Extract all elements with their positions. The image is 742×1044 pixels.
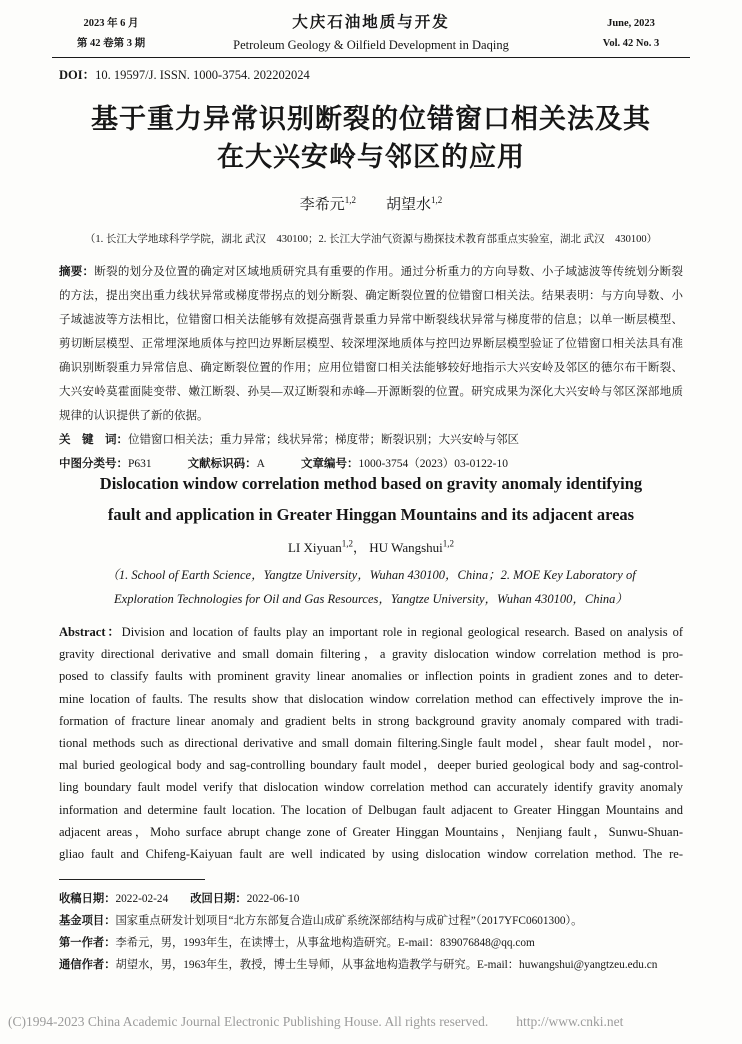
header-issue-info [52, 10, 170, 54]
abstract-cn-line: 确识别断裂重力异常信息、确定断裂位置的作用；应用位错窗口相关法能够较好地指示大兴安岭及邻区的德尔布干断裂、 [59, 362, 683, 374]
issue-date-en: June, 2023 [607, 18, 655, 29]
abstract-en-label: Abstract： [59, 625, 122, 639]
abstract-en-line: mal buried geological body and sag-controlling boundary fault model，deeper buried geological body and sag-control- [59, 758, 683, 773]
author-en-2: HU Wangshui$^{1,2}$ [369, 538, 455, 555]
abstract-en-line: adjacent areas，Moho surface abrupt change zone of Greater Hinggan Mountains，Nenjiang fault，Sunwu-Shuan- [59, 824, 683, 839]
journal-title-cn: 大庆石油地质与开发 [292, 14, 450, 31]
abstract-en-first-line: Abstract：Division and location of faults play an important role in regional geological research. Based on analysis of [59, 625, 683, 639]
abstract-cn-line: 规律的认识提供了新的依据。 [59, 410, 209, 422]
footnote-dates [59, 888, 683, 910]
paper-title-cn-line2: 在大兴安岭与邻区的应用 [217, 142, 525, 172]
abstract-en-lines [59, 643, 683, 865]
first-author-value: 李希元，男，1993年生，在读博士，从事盆地构造研究。E-mail：839076848@qq.com [115, 937, 535, 949]
author-cn-1: 李希元$^{1,2}$ [299, 195, 356, 213]
doi-line [59, 65, 310, 83]
revised-date-label: 改回日期： [190, 893, 247, 905]
copyright-text: (C)1994-2023 China Academic Journal Electronic Publishing House. All rights reserved. [8, 1014, 489, 1029]
abstract-cn-first-line: 摘要：断裂的划分及位置的确定对区域地质研究具有重要的作用。通过分析重力的方向导数、小子域滤波等传统划分断裂 [59, 266, 684, 278]
abstract-cn-lines [59, 284, 683, 428]
footnote-fund [59, 910, 683, 932]
header-divider [52, 57, 690, 58]
abstract-cn-line: 的方法，提出突出重力线状异常或梯度带拐点的划分断裂、确定断裂位置的位错窗口相关法。结果表明：与方向导数、小 [59, 290, 683, 302]
clc-number: 中图分类号：P631 [59, 458, 152, 470]
first-author-label: 第一作者： [59, 937, 116, 949]
volume-en: Vol. 42 No. 3 [602, 38, 660, 49]
issue-date-cn: 2023 年 6 月 [83, 18, 139, 29]
fund-label: 基金项目： [59, 915, 116, 927]
paper-title-en-line1: Dislocation window correlation method based on gravity anomaly identifying [99, 474, 643, 493]
keywords-label: 关 键 词： [59, 434, 128, 446]
paper-title-en [40, 468, 702, 530]
document-code: 文献标识码：A [187, 458, 265, 470]
footnote-divider [59, 879, 205, 880]
paper-title-cn-line1: 基于重力异常识别断裂的位错窗口相关法及其 [91, 104, 651, 134]
abstract-en-line: gliao fault and Chifeng-Kaiyuan fault are well indicated by using dislocation window correlation method. The re- [59, 847, 683, 862]
author-en-1-affil-sup: 1,2 [341, 538, 354, 549]
abstract-en-line: mine location of faults. The results show that dislocation window correlation method can effectively improve the in- [59, 691, 683, 706]
received-date-label: 收稿日期： [59, 893, 116, 905]
page-footer [8, 1014, 734, 1030]
fund-value: 国家重点研发计划项目“北方东部复合造山成矿系统深部结构与成矿过程”（2017YFC0601300）。 [115, 915, 583, 927]
footnote-corresponding-author [59, 954, 683, 976]
corresponding-author-label: 通信作者： [59, 959, 116, 971]
affiliation-cn: （1. 长江大学地球科学学院，湖北 武汉 430100；2. 长江大学油气资源与勘探技术教育部重点实验室，湖北 武汉 430100） [84, 234, 658, 245]
author-cn-1-affil-sup: 1,2 [344, 195, 356, 205]
abstract-en-line: gravity directional derivative and small domain filtering，a gravity dislocation window correlation method is pro- [59, 647, 683, 662]
header-issue-info-en [572, 10, 690, 54]
abstract-cn-label: 摘要： [59, 266, 95, 278]
journal-name-block [170, 10, 572, 55]
footnotes [59, 888, 683, 976]
volume-cn: 第 42 卷第 3 期 [76, 38, 146, 49]
authors-en [0, 537, 742, 556]
abstract-cn-line: 大兴安岭莫霍面陡变带、嫩江断裂、孙吴—双辽断裂和赤峰—开源断裂的位置。研究成果为深化大兴安岭与邻区深部地质 [59, 386, 683, 398]
keywords-line [59, 428, 683, 452]
journal-header [52, 10, 690, 55]
received-date-value: 2022-02-24 [115, 893, 169, 905]
affiliation-en [30, 563, 712, 611]
journal-title-en: Petroleum Geology & Oilfield Development in Daqing [233, 38, 509, 52]
abstract-en-line: information and determine fault location. The location of Delbugan fault adjacent to Greater Hinggan Mountains and [59, 802, 683, 817]
cnki-url: http://www.cnki.net [516, 1014, 624, 1029]
abstract-cn-line: 剪切断层模型、正常埋深地质体与控凹边界断层模型、较深埋深地质体与控凹边界断层模型验证了位错窗口相关法具有准 [59, 338, 683, 350]
authors-cn [0, 193, 742, 214]
abstract-en [59, 621, 683, 865]
abstract-cn [59, 260, 683, 428]
author-cn-2: 胡望水$^{1,2}$ [386, 195, 443, 213]
abstract-en-line: ling boundary fault model verify that dislocation window correlation method can accurately identify gravity anomaly [59, 780, 683, 795]
author-cn-2-affil-sup: 1,2 [431, 195, 443, 205]
footnote-first-author [59, 932, 683, 954]
doi-value: 10. 19597/J. ISSN. 1000-3754. 202202024 [95, 68, 310, 82]
corresponding-author-value: 胡望水，男，1963年生，教授，博士生导师，从事盆地构造教学与研究。E-mail：huwangshui@yangtzeu.edu.cn [115, 959, 658, 971]
author-en-1: LI Xiyuan$^{1,2}$ [287, 538, 354, 555]
doi-label: DOI： [59, 68, 96, 82]
paper-title-en-line2: fault and application in Greater Hinggan Mountains and its adjacent areas [107, 505, 635, 524]
revised-date-value: 2022-06-10 [246, 893, 300, 905]
affiliation-en-line2: Exploration Technologies for Oil and Gas Resources，Yangtze University，Wuhan 430100，China） [114, 592, 628, 606]
abstract-en-line: formation of fracture linear anomaly and gradient belts in strong background gravity anomaly compared with tradi- [59, 713, 683, 728]
abstract-en-line: tional methods such as directional derivative and small domain filtering.Single fault model，shear fault model，nor- [59, 736, 683, 751]
author-separator: ， [353, 540, 367, 555]
abstract-en-line: posed to classify faults with prominent gravity linear anomalies or inflection points in gradient zones and to deter- [59, 669, 683, 684]
article-number: 文章编号：1000-3754（2023）03-0122-10 [300, 458, 508, 470]
paper-title-cn [0, 100, 742, 176]
author-en-2-affil-sup: 1,2 [442, 538, 455, 549]
abstract-cn-line: 子域滤波等方法相比，位错窗口相关法能够有效提高强背景重力异常中断裂线状异常与梯度带的信息；以单一断层模型、 [59, 314, 683, 326]
keywords-value: 位错窗口相关法；重力异常；线状异常；梯度带；断裂识别；大兴安岭与邻区 [128, 434, 519, 446]
affiliation-en-line1: （1. School of Earth Science，Yangtze University，Wuhan 430100，China；2. MOE Key Laboratory of [106, 568, 636, 582]
